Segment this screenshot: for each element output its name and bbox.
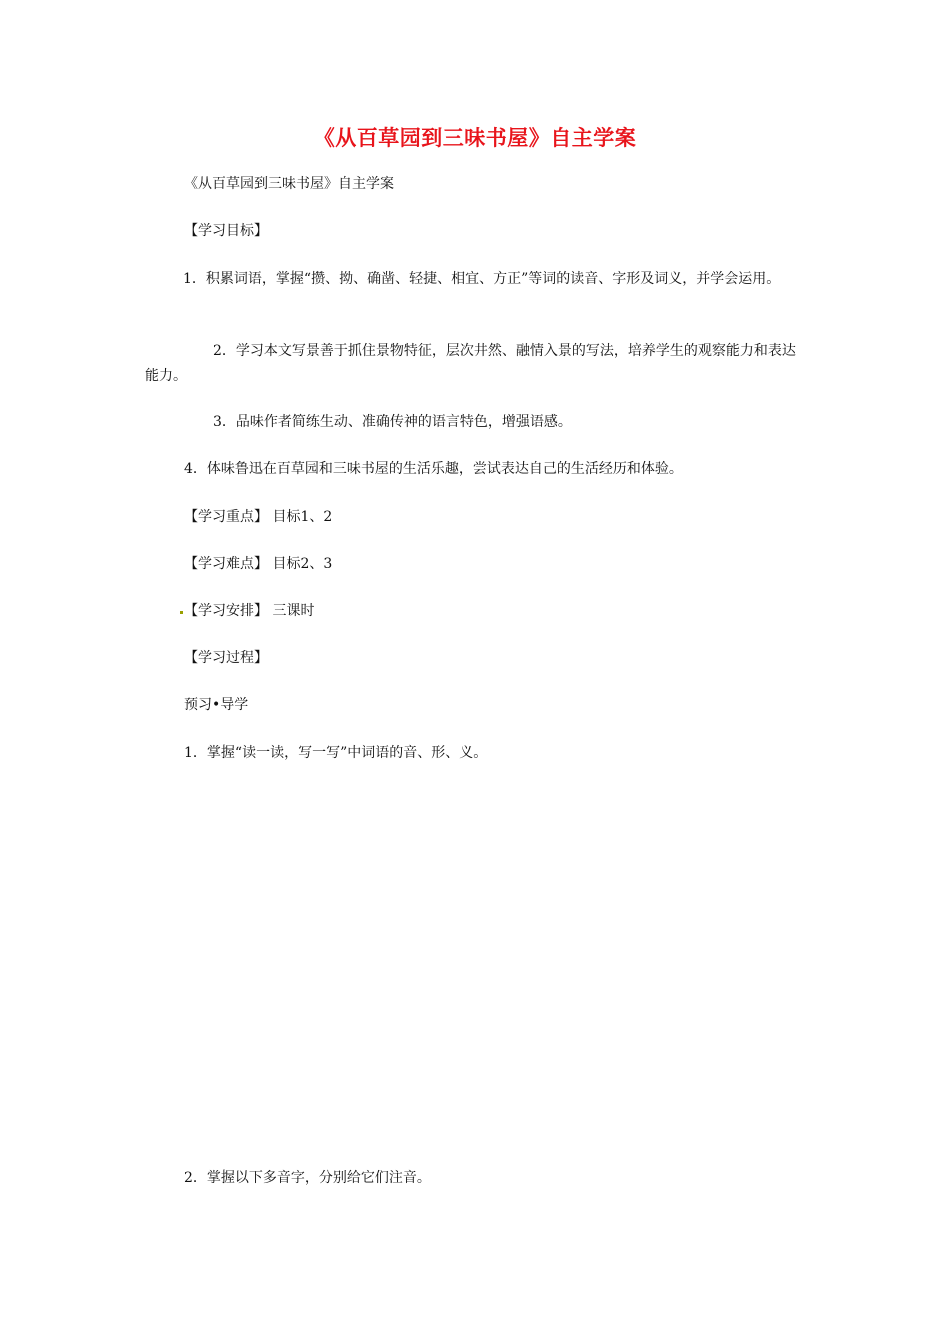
- document-subtitle: 《从百草园到三味书屋》自主学案: [184, 176, 394, 192]
- objective-item-1: 1．积累词语，掌握“攒、拗、确凿、轻捷、相宜、方正”等词的读音、字形及词义，并学会运用。: [183, 271, 781, 287]
- key-points: 【学习重点】 目标1、2: [184, 509, 333, 525]
- objective-item-2: 2．学习本文写景善于抓住景物特征，层次井然、融情入景的写法，培养学生的观察能力和表达能力。: [145, 343, 796, 384]
- task-item-2: 2．掌握以下多音字，分别给它们注音。: [184, 1170, 431, 1186]
- task-item-1: 1．掌握“读一读，写一写”中词语的音、形、义。: [184, 745, 488, 761]
- process-heading: 【学习过程】: [184, 650, 268, 666]
- preview-heading: 预习•导学: [184, 697, 249, 713]
- objective-item-4: 4．体味鲁迅在百草园和三味书屋的生活乐趣，尝试表达自己的生活经历和体验。: [184, 461, 683, 477]
- objective-item-3: 3．品味作者简练生动、准确传神的语言特色，增强语感。: [213, 414, 572, 430]
- difficulties: 【学习难点】 目标2、3: [184, 556, 333, 572]
- document-title: 《从百草园到三味书屋》自主学案: [313, 126, 637, 150]
- arrangement: 【学习安排】 三课时: [184, 603, 315, 619]
- margin-dot-mark: [180, 611, 183, 614]
- objectives-heading: 【学习目标】: [184, 223, 268, 239]
